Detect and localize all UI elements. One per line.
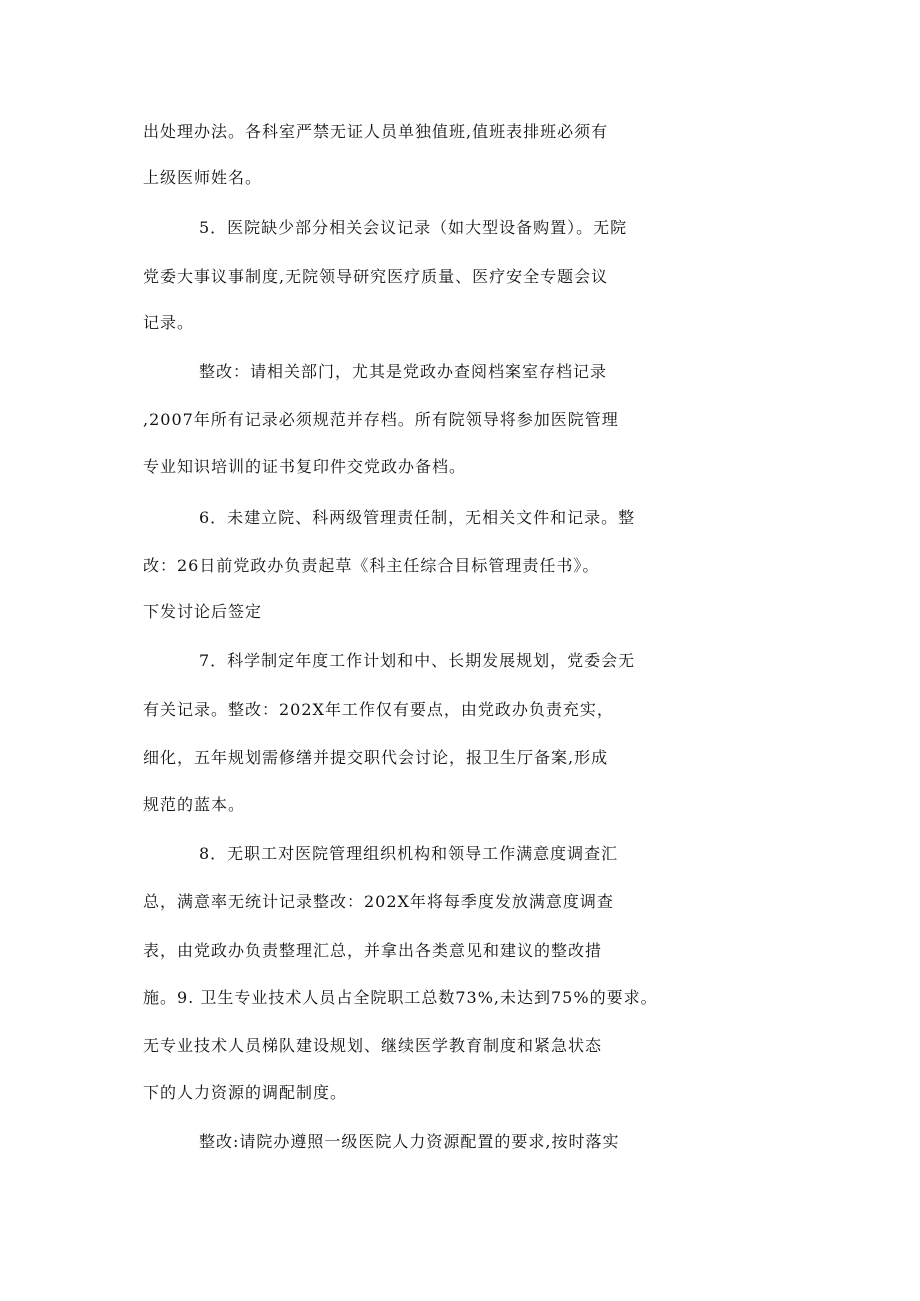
text-line-6: 整改：请相关部门，尤其是党政办查阅档案室存档记录 [199, 362, 608, 381]
text-line-14: 细化，五年规划需修缮并提交职代会讨论，报卫生厅备案,形成 [143, 748, 609, 767]
text-line-12: 7．科学制定年度工作计划和中、长期发展规划，党委会无 [199, 651, 636, 670]
text-line-8: 专业知识培训的证书复印件交党政办备档。 [143, 457, 467, 476]
text-line-4: 党委大事议事制度,无院领导研究医疗质量、医疗安全专题会议 [143, 267, 609, 286]
text-line-22: 整改:请院办遵照一级医院人力资源配置的要求,按时落实 [199, 1132, 620, 1151]
text-line-19: 施。9. 卫生专业技术人员占全院职工总数73%,未达到75%的要求。 [143, 988, 658, 1007]
text-line-13: 有关记录。整改：202X年工作仅有要点，由党政办负责充实， [143, 700, 614, 719]
text-line-5: 记录。 [143, 313, 195, 332]
text-line-16: 8．无职工对医院管理组织机构和领导工作满意度调查汇 [199, 844, 619, 863]
text-line-9: 6．未建立院、科两级管理责任制，无相关文件和记录。整 [199, 508, 636, 527]
text-line-7: ,2007年所有记录必须规范并存档。所有院领导将参加医院管理 [143, 410, 619, 429]
text-line-18: 表，由党政办负责整理汇总，并拿出各类意见和建议的整改措 [143, 941, 603, 960]
text-line-10: 改：26日前党政办负责起草《科主任综合目标管理责任书》。 [143, 556, 600, 575]
text-line-2: 上级医师姓名。 [143, 168, 263, 187]
text-line-20: 无专业技术人员梯队建设规划、继续医学教育制度和紧急状态 [143, 1036, 603, 1055]
text-line-1: 出处理办法。各科室严禁无证人员单独值班,值班表排班必须有 [143, 122, 609, 141]
text-line-21: 下的人力资源的调配制度。 [143, 1083, 348, 1102]
text-line-15: 规范的蓝本。 [143, 795, 246, 814]
text-line-3: 5．医院缺少部分相关会议记录（如大型设备购置）。无院 [199, 218, 628, 237]
text-line-17: 总，满意率无统计记录整改：202X年将每季度发放满意度调查 [143, 892, 614, 911]
text-line-11: 下发讨论后签定 [143, 602, 263, 621]
